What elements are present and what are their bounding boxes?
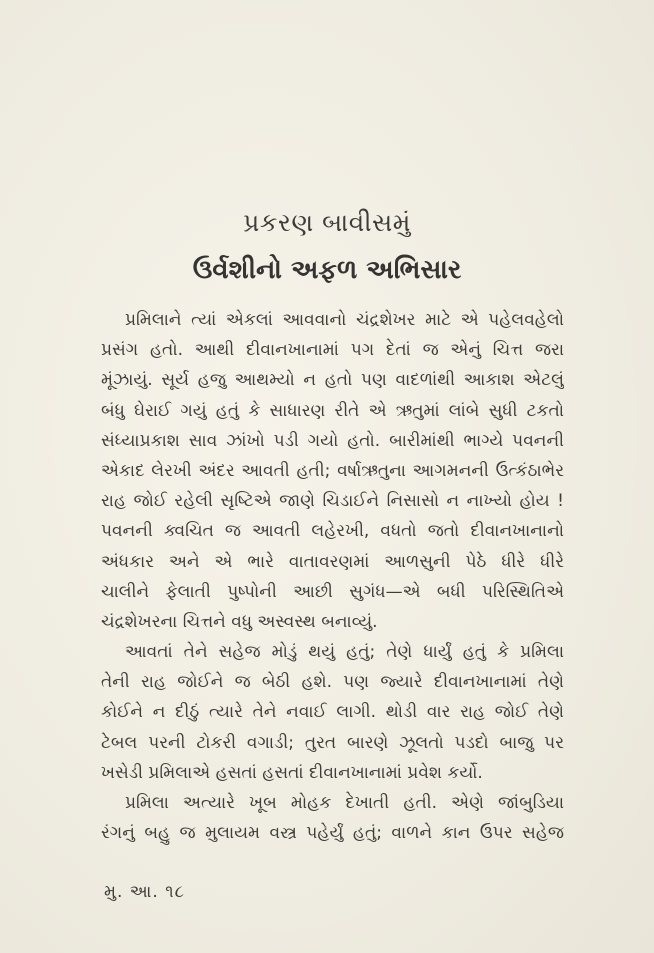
- text-line: મૂંઝાયું. સૂર્ય હજુ આથમ્યો ન હતો પણ વાદળાંથી આકાશ એટલું: [101, 370, 564, 391]
- text-line: તેની રાહ જોઈને જ બેઠી હશે. પણ જ્યારે દીવાનખાનામાં તેણે: [101, 672, 564, 693]
- text-line: પ્રમિલા અત્યારે ખૂબ મોહક દેખાતી હતી. એણે જાંબુડિયા: [125, 793, 564, 813]
- text-line: આવતાં તેને સહેજ મોડું થયું હતું; તેણે ધાર્યું હતું કે પ્રમિલા: [125, 642, 564, 663]
- text-line: પ્રસંગ હતો. આથી દીવાનખાનામાં પગ દેતાં જ એનું ચિત્ત જરા: [101, 340, 564, 361]
- text-line: અંધકાર અને એ ભારે વાતાવરણમાં આળસુની પેઠે ધીરે ધીરે: [101, 551, 564, 572]
- footer-signature: મુ. આ. ૧૮: [104, 882, 185, 902]
- text-line: રાહ જોઈ રહેલી સૃષ્ટિએ જાણે ચિડાઈને નિસાસો ન નાખ્યો હોય !: [101, 491, 564, 512]
- text-line: ચંદ્રશેખરના ચિત્તને વધુ અસ્વસ્થ બનાવ્યું.: [101, 611, 378, 632]
- text-line: ટેબલ પરની ટોકરી વગાડી; તુરત બારણે ઝૂલતો પડદો બાજુ પર: [101, 732, 564, 753]
- text-line: સંધ્યાપ્રકાશ સાવ ઝાંખો પડી ગયો હતો. બારીમાંથી ભાગ્યે પવનની: [101, 430, 564, 451]
- text-line: ખસેડી પ્રમિલાએ હસતાં હસતાં દીવાનખાનામાં પ્રવેશ કર્યો.: [101, 762, 483, 783]
- text-line: બંધુ ઘેરાઈ ગયું હતું કે સાધારણ રીતે એ ઋતુમાં લાંબે સુધી ટકતો: [101, 400, 564, 421]
- text-line: કોઈને ન દીઠું ત્યારે તેને નવાઈ લાગી. થોડી વાર રાહ જોઈ તેણે: [101, 702, 564, 723]
- text-line: ચાલીને ફેલાતી પુષ્પોની આછી સુગંધ—એ બધી પરિસ્થિતિએ: [101, 581, 564, 602]
- body-text: [101, 305, 564, 848]
- text-line: એકાદ લેરખી અંદર આવતી હતી; વર્ષાઋતુના આગમનની ઉત્કંઠાભેર: [101, 460, 564, 481]
- text-line: રંગનું બહુ જ મુલાયમ વસ્ત્ર પહેર્યું હતું; વાળને કાન ઉપર સહેજ: [101, 823, 564, 844]
- text-line: પ્રમિલાને ત્યાં એકલાં આવવાનો ચંદ્રશેખર માટે એ પહેલવહેલો: [125, 310, 564, 330]
- chapter-heading: પ્રકરણ બાવીસમું: [243, 208, 411, 237]
- text-line: પવનની ક્વચિત જ આવતી લહેરખી, વધતો જતો દીવાનખાનાનો: [101, 521, 564, 542]
- chapter-title: ઉર્વશીનો અફળ અભિસાર: [192, 255, 462, 285]
